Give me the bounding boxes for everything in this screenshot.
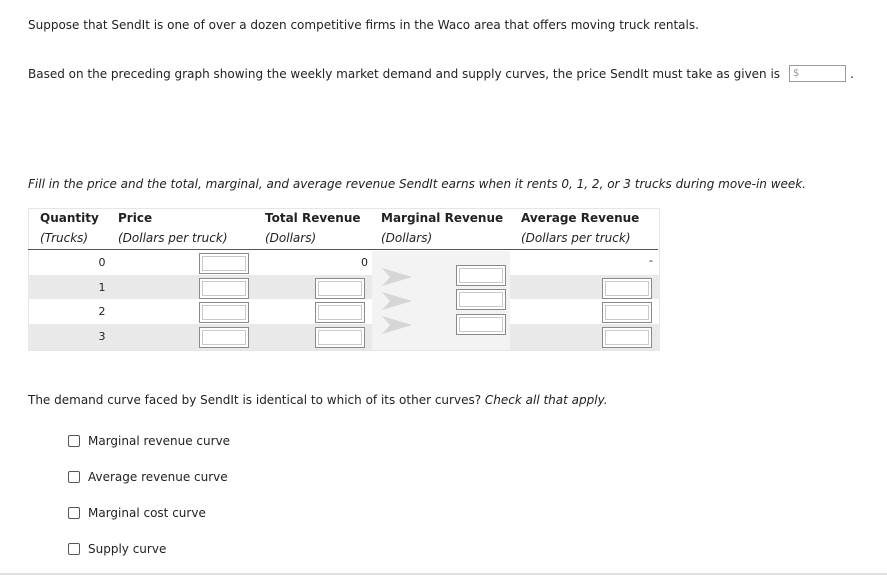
checkbox[interactable] bbox=[68, 507, 80, 519]
price-input-q0[interactable] bbox=[199, 253, 249, 274]
header-average-revenue-unit: (Dollars per truck) bbox=[521, 231, 631, 245]
average-revenue-input-q1[interactable] bbox=[602, 278, 652, 299]
marginal-revenue-input-q2[interactable] bbox=[456, 289, 506, 310]
header-divider bbox=[28, 249, 658, 250]
quantity-0: 0 bbox=[98, 256, 106, 269]
marginal-revenue-input-q1[interactable] bbox=[456, 265, 506, 286]
option-average-revenue[interactable] bbox=[68, 469, 228, 485]
intro-text: Suppose that SendIt is one of over a dozen competitive firms in the Waco area that offers moving truck rentals. bbox=[28, 18, 699, 32]
checkbox[interactable] bbox=[68, 471, 80, 483]
demand-question-hint: Check all that apply. bbox=[484, 393, 608, 407]
quantity-3: 3 bbox=[98, 330, 106, 343]
average-revenue-q0: - bbox=[649, 254, 653, 267]
price-question-text: Based on the preceding graph showing the weekly market demand and supply curves, the price SendIt must take as given is bbox=[28, 67, 781, 81]
chevron-arrows-icon bbox=[380, 265, 416, 337]
demand-question bbox=[28, 393, 608, 407]
option-marginal-revenue[interactable] bbox=[68, 433, 230, 449]
header-price: Price bbox=[118, 211, 153, 225]
header-average-revenue: Average Revenue bbox=[521, 211, 640, 225]
option-marginal-cost[interactable] bbox=[68, 505, 206, 521]
header-quantity: Quantity bbox=[40, 211, 99, 225]
chevron-right-icon bbox=[382, 268, 412, 286]
quantity-1: 1 bbox=[98, 281, 106, 294]
checkbox[interactable] bbox=[68, 543, 80, 555]
average-revenue-input-q2[interactable] bbox=[602, 302, 652, 323]
quantity-2: 2 bbox=[98, 305, 106, 318]
option-label: Average revenue curve bbox=[88, 470, 228, 484]
header-marginal-revenue: Marginal Revenue bbox=[381, 211, 504, 225]
price-question-suffix: . bbox=[850, 67, 854, 81]
header-total-revenue-unit: (Dollars) bbox=[265, 231, 317, 245]
total-revenue-input-q1[interactable] bbox=[315, 278, 365, 299]
total-revenue-q0: 0 bbox=[361, 256, 368, 269]
header-price-unit: (Dollars per truck) bbox=[118, 231, 228, 245]
dollar-placeholder: $ bbox=[793, 68, 800, 79]
header-total-revenue: Total Revenue bbox=[265, 211, 361, 225]
average-revenue-input-q3[interactable] bbox=[602, 327, 652, 348]
option-label: Marginal cost curve bbox=[88, 506, 206, 520]
header-quantity-unit: (Trucks) bbox=[40, 231, 89, 245]
demand-question-text: The demand curve faced by SendIt is identical to which of its other curves? bbox=[28, 393, 482, 407]
chevron-right-icon bbox=[382, 316, 412, 334]
checkbox[interactable] bbox=[68, 435, 80, 447]
price-input-q2[interactable] bbox=[199, 302, 249, 323]
price-input-q3[interactable] bbox=[199, 327, 249, 348]
price-input-q1[interactable] bbox=[199, 278, 249, 299]
table-instructions: Fill in the price and the total, marginal, and average revenue SendIt earns when it rents 0, 1, 2, or 3 trucks during move-in week. bbox=[28, 177, 807, 191]
marginal-revenue-input-q3[interactable] bbox=[456, 314, 506, 335]
option-label: Marginal revenue curve bbox=[88, 434, 231, 448]
option-supply[interactable] bbox=[68, 541, 166, 557]
chevron-right-icon bbox=[382, 292, 412, 310]
total-revenue-input-q2[interactable] bbox=[315, 302, 365, 323]
header-marginal-revenue-unit: (Dollars) bbox=[381, 231, 433, 245]
total-revenue-input-q3[interactable] bbox=[315, 327, 365, 348]
price-input[interactable] bbox=[789, 65, 846, 82]
option-label: Supply curve bbox=[88, 542, 167, 556]
